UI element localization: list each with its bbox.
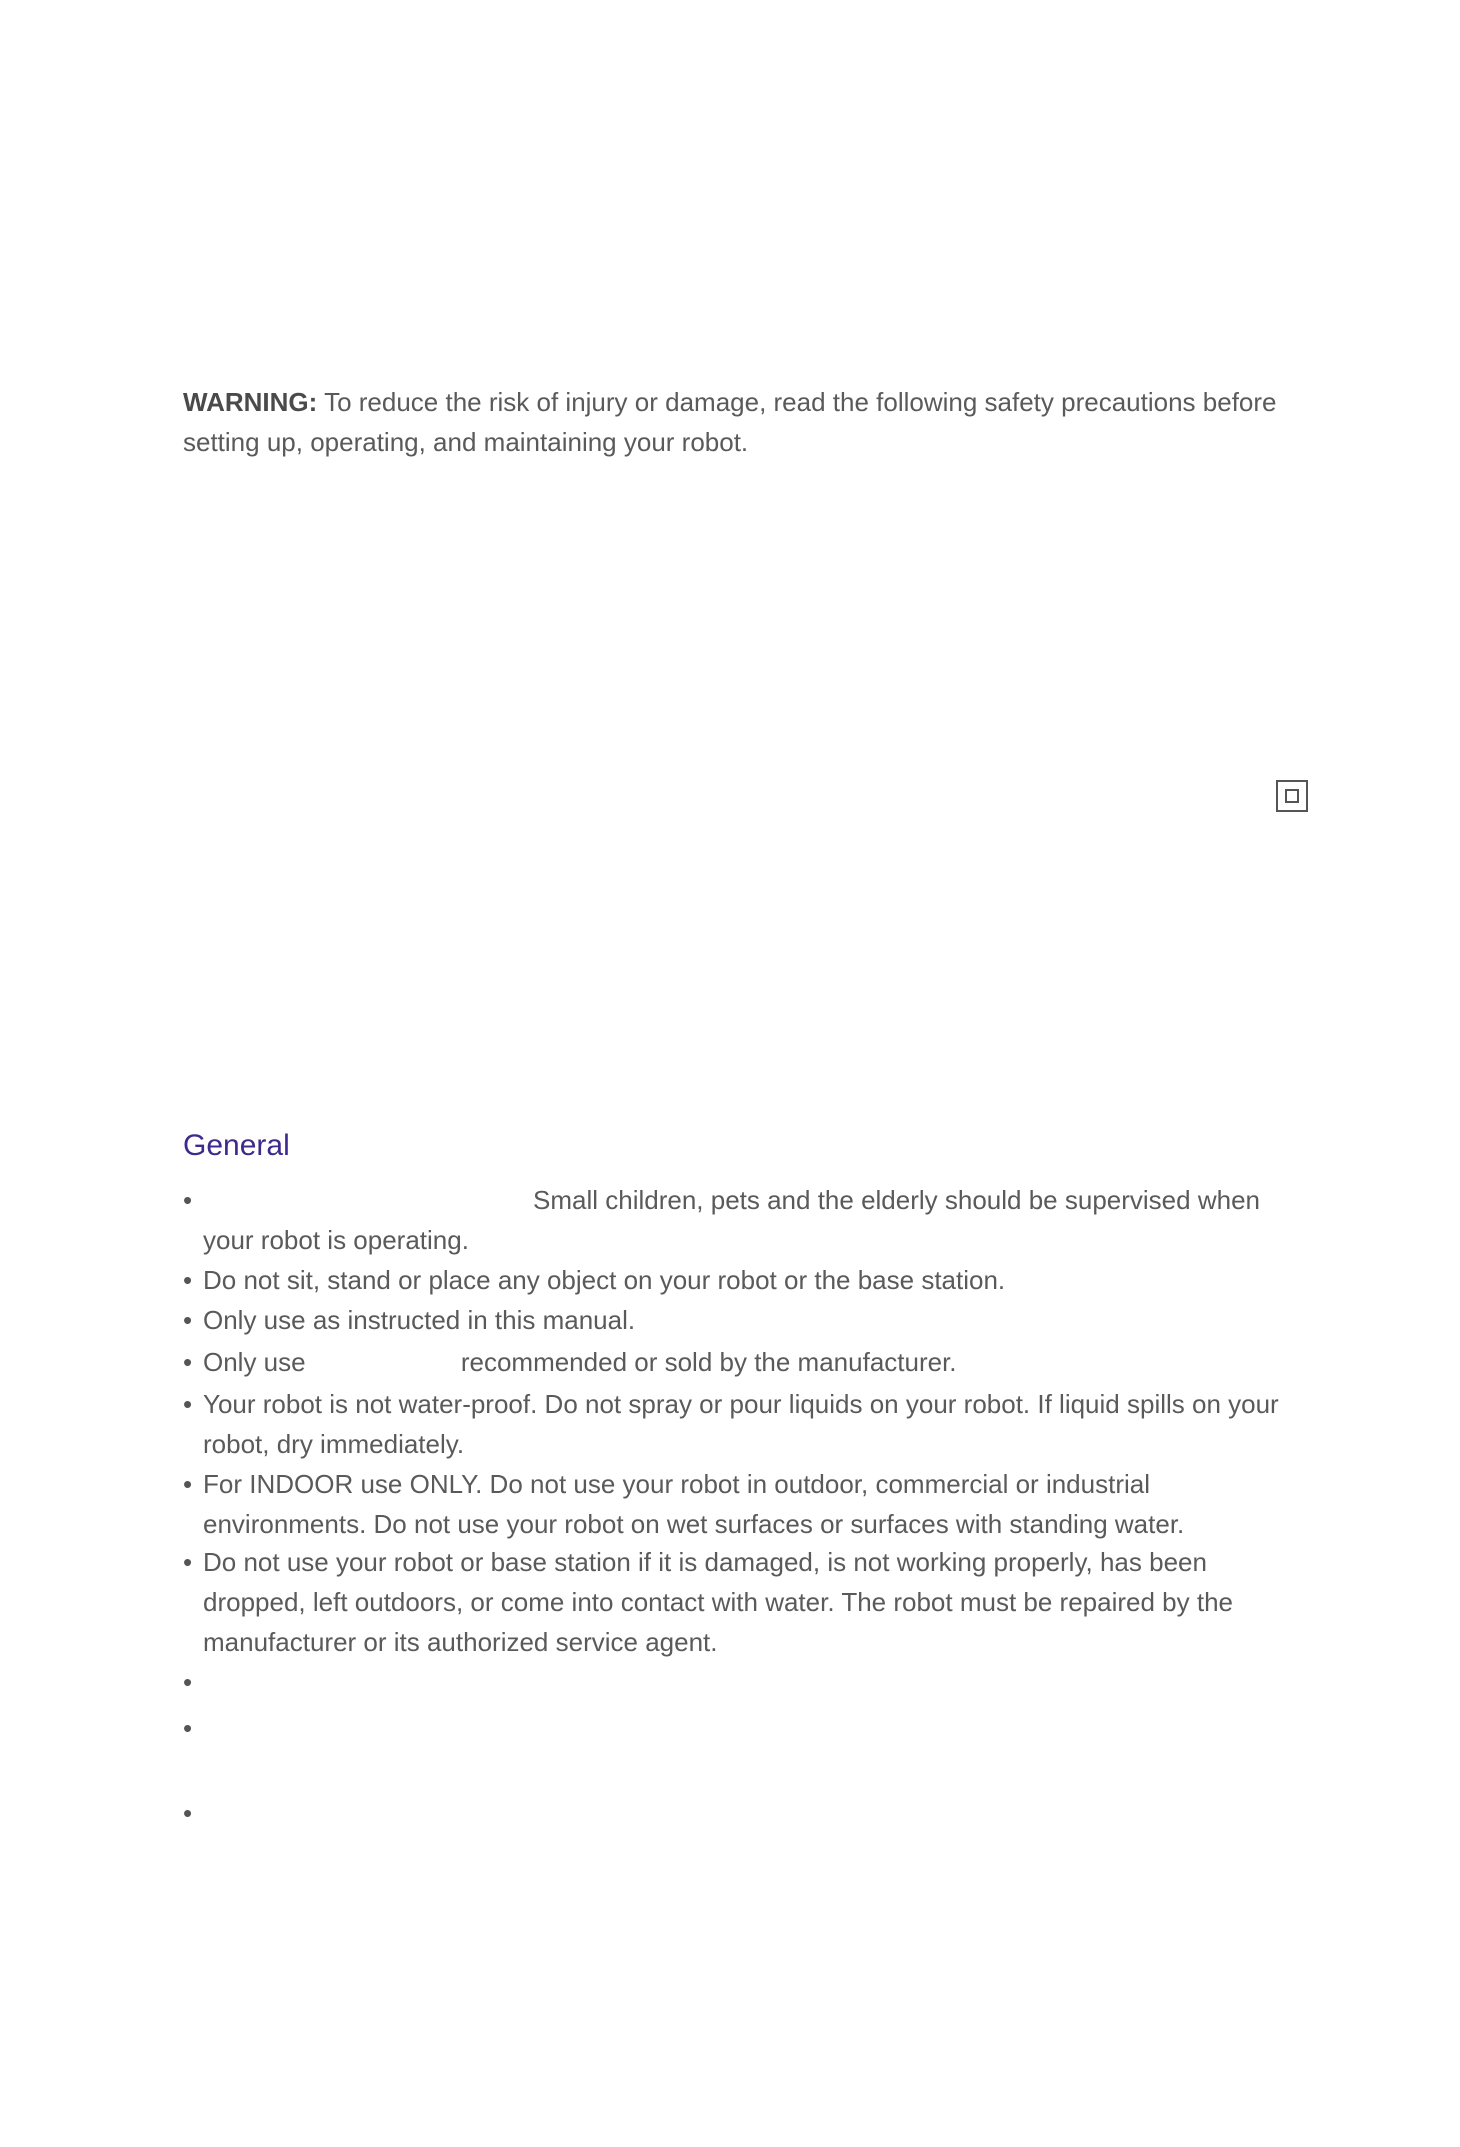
list-item	[183, 1342, 1293, 1382]
list-item-text: For INDOOR use ONLY. Do not use your robot in outdoor, commercial or industrial environments. Do not use your robot on wet surfaces or surfaces with standing water.	[203, 1469, 1185, 1539]
list-item	[183, 1464, 1293, 1544]
bullet-icon: •	[183, 1713, 193, 1743]
bullet-icon: •	[183, 1305, 193, 1335]
list-item	[183, 1260, 1293, 1300]
bullet-icon: •	[183, 1389, 193, 1419]
list-item	[183, 1542, 1293, 1662]
bullet-icon: •	[183, 1185, 193, 1215]
warning-paragraph	[183, 382, 1293, 462]
double-square-icon-inner	[1285, 789, 1299, 803]
list-item-text: Small children, pets and the elderly should be supervised when your robot is operating.	[203, 1185, 1260, 1255]
list-item	[183, 1180, 1293, 1260]
list-item	[183, 1384, 1293, 1464]
bullet-icon: •	[183, 1347, 193, 1377]
warning-text: To reduce the risk of injury or damage, read the following safety precautions before setting up, operating, and maintaining your robot.	[183, 387, 1277, 457]
list-item-text: Your robot is not water-proof. Do not spray or pour liquids on your robot. If liquid spills on your robot, dry immediately.	[203, 1389, 1279, 1459]
bullet-icon: •	[183, 1265, 193, 1295]
list-item	[183, 1300, 1293, 1340]
list-item-text: recommended or sold by the manufacturer.	[460, 1347, 957, 1377]
bullet-icon: •	[183, 1667, 193, 1697]
list-item-text-pre: Only use	[203, 1347, 313, 1377]
double-square-icon	[1276, 780, 1308, 812]
bullet-icon: •	[183, 1798, 193, 1828]
list-item-text: Do not sit, stand or place any object on your robot or the base station.	[203, 1265, 1006, 1295]
bullet-icon: •	[183, 1547, 193, 1577]
warning-label: WARNING:	[183, 387, 318, 417]
list-item-text: Do not use your robot or base station if it is damaged, is not working properly, has been dropped, left outdoors, or come into contact with water. The robot must be repaired by the manufacturer or its authorized service agent.	[203, 1547, 1233, 1657]
section-title-general: General	[183, 1129, 290, 1162]
bullet-icon: •	[183, 1469, 193, 1499]
list-item-text: Only use as instructed in this manual.	[203, 1305, 636, 1335]
